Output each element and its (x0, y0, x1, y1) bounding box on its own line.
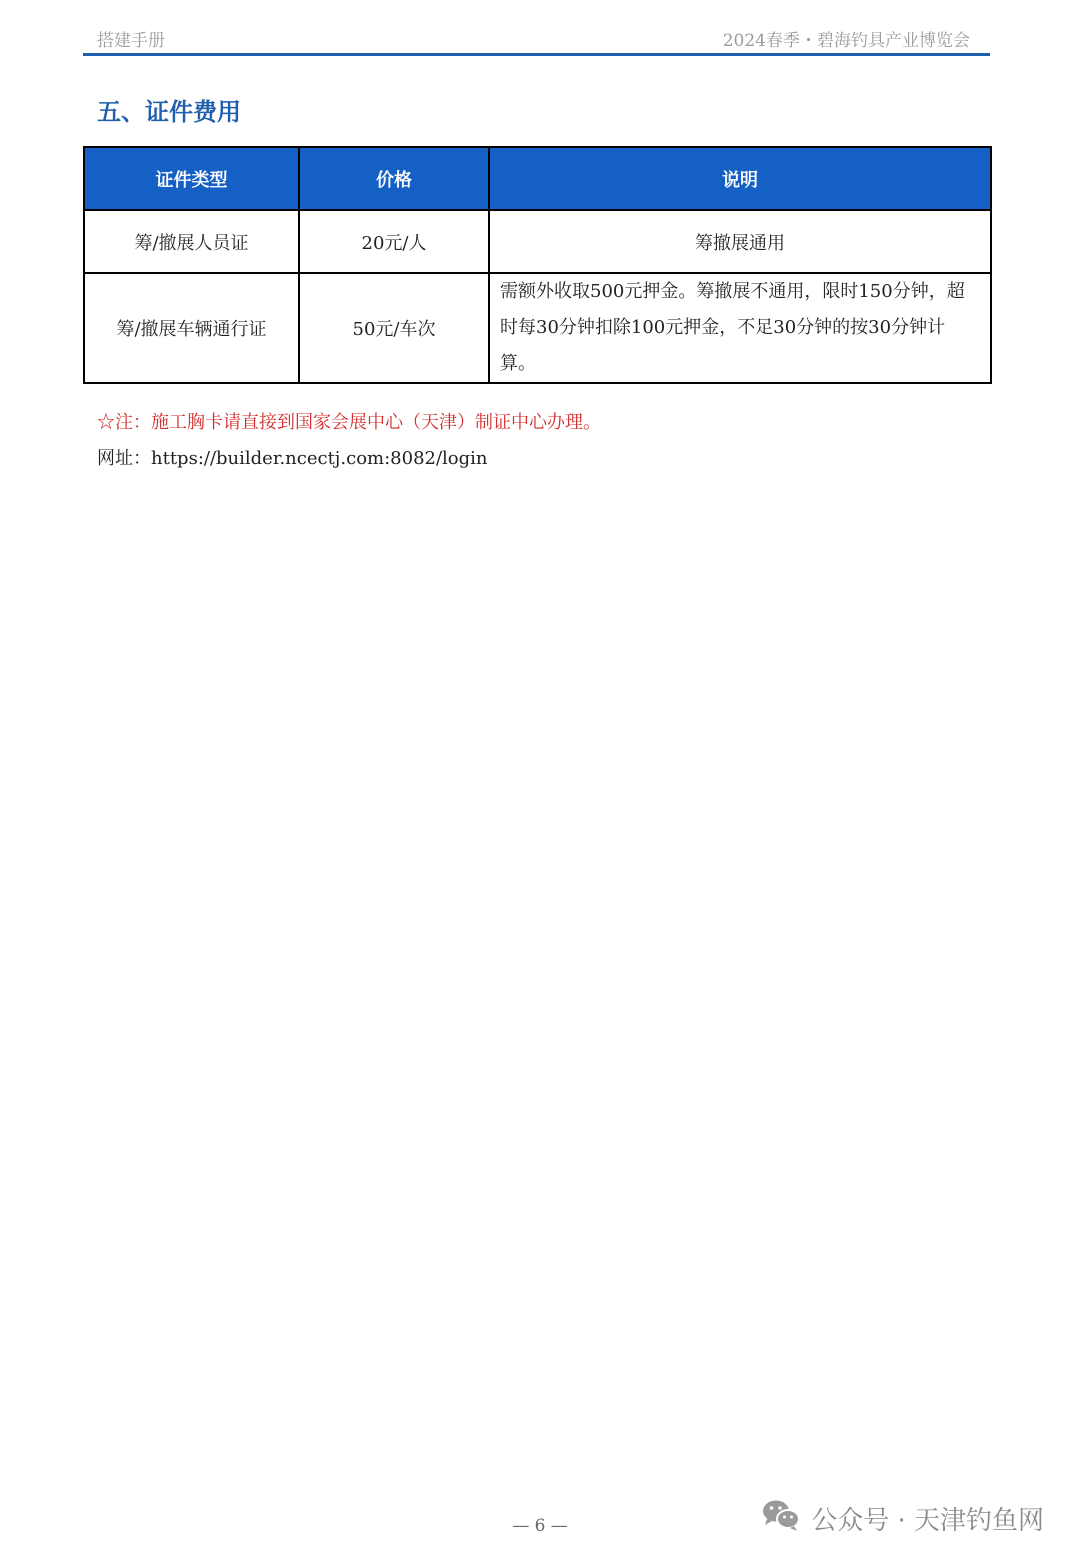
watermark (761, 1500, 1044, 1536)
cell-desc: 筹撤展通用 (489, 210, 991, 273)
header-divider (83, 53, 990, 56)
section-title: 五、证件费用 (97, 98, 241, 126)
header-right-title: 2024春季・碧海钓具产业博览会 (722, 31, 970, 51)
note-text: ☆注：施工胸卡请直接到国家会展中心（天津）制证中心办理。 (97, 412, 601, 433)
url-text: 网址：https://builder.ncectj.com:8082/login (97, 448, 488, 469)
cell-price: 20元/人 (299, 210, 489, 273)
table-row (84, 210, 991, 273)
watermark-text: 公众号 · 天津钓鱼网 (811, 1505, 1044, 1536)
cell-type: 筹/撤展车辆通行证 (84, 273, 299, 383)
header-left-title: 搭建手册 (97, 31, 165, 51)
column-header-price: 价格 (299, 147, 489, 210)
column-header-type: 证件类型 (84, 147, 299, 210)
column-header-desc: 说明 (489, 147, 991, 210)
cell-desc: 需额外收取500元押金。筹撤展不通用，限时150分钟，超时每30分钟扣除100元押金，不足30分钟的按30分钟计算。 (489, 273, 991, 383)
page-header (83, 22, 990, 52)
table-row (84, 273, 991, 383)
page-number: — 6 — (512, 1516, 568, 1536)
cell-price: 50元/车次 (299, 273, 489, 383)
wechat-icon (761, 1498, 811, 1539)
fees-table (83, 146, 992, 384)
cell-type: 筹/撤展人员证 (84, 210, 299, 273)
table-header-row (84, 147, 991, 210)
